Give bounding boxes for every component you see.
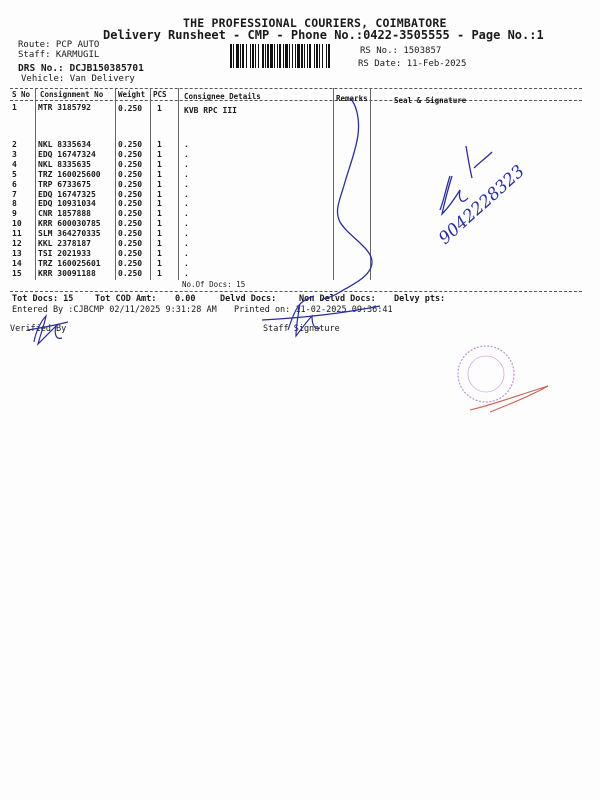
row-consignee: . — [184, 268, 189, 278]
row-consignee: . — [184, 209, 189, 219]
row-pcs: 1 — [157, 229, 162, 239]
row-consignment: NKL 8335634 — [38, 140, 91, 149]
row-consignment: CNR 1857888 — [38, 209, 91, 219]
row-pcs: 1 — [157, 159, 162, 169]
delvy-pts: Delvy pts: — [394, 294, 446, 304]
row-consignment: NKL 8335635 — [38, 159, 91, 169]
row-sno: 8 — [12, 199, 17, 209]
row-weight: 0.250 — [118, 258, 143, 268]
row-weight: 0.250 — [118, 159, 143, 169]
row-weight: 0.250 — [118, 209, 143, 219]
tot-cod-value: 0.00 — [175, 294, 196, 304]
row-consignment: TRZ 160025600 — [38, 169, 101, 179]
row-weight: 0.250 — [118, 248, 143, 258]
row-weight: 0.250 — [118, 199, 143, 209]
row-weight: 0.250 — [118, 104, 143, 113]
row-sno: 14 — [12, 258, 22, 268]
row-consignee: . — [184, 239, 189, 248]
row-consignment: MTR 3185792 — [38, 103, 91, 112]
no-of-docs: No.Of Docs: 15 — [182, 280, 246, 289]
row-weight: 0.250 — [118, 268, 143, 278]
staff-signature-label: Staff Signature — [263, 324, 340, 334]
row-sno: 3 — [12, 149, 17, 159]
tot-docs: Tot Docs: 15 — [12, 294, 74, 304]
row-weight: 0.250 — [118, 219, 143, 229]
route-label: Route: PCP AUTO — [18, 40, 100, 50]
row-pcs: 1 — [157, 239, 162, 248]
row-sno: 15 — [12, 268, 22, 278]
col-header-sno: S No — [12, 90, 31, 99]
row-pcs: 1 — [157, 179, 162, 189]
verified-by: Verified By — [10, 324, 67, 334]
row-pcs: 1 — [157, 258, 162, 268]
row-sno: 5 — [12, 169, 17, 179]
row-sno: 4 — [12, 159, 17, 169]
row-consignment: TSI 2021933 — [38, 248, 91, 258]
row-pcs: 1 — [157, 219, 162, 229]
staff-signature — [262, 296, 380, 336]
row-consignee: . — [184, 248, 189, 258]
row-pcs: 1 — [157, 140, 162, 149]
row-consignee: . — [184, 219, 189, 229]
tot-cod-amt: Tot COD Amt: — [95, 294, 157, 304]
row-consignment: EDQ 10931034 — [38, 199, 96, 209]
row-weight: 0.250 — [118, 239, 143, 248]
row-consignee: . — [184, 258, 189, 268]
row-consignment: TRZ 160025601 — [38, 258, 101, 268]
vehicle-label: Vehicle: Van Delivery — [21, 74, 135, 84]
row-pcs: 1 — [157, 248, 162, 258]
row-sno: 7 — [12, 189, 17, 199]
row-weight: 0.250 — [118, 229, 143, 239]
col-header-weight: Weight — [118, 90, 146, 99]
row-weight: 0.250 — [118, 149, 143, 159]
row-pcs: 1 — [157, 209, 162, 219]
remarks-pen-stroke — [322, 98, 372, 299]
row-consignee: . — [184, 159, 189, 169]
company-name: THE PROFESSIONAL COURIERS, COIMBATORE — [183, 16, 447, 30]
rs-date: RS Date: 11-Feb-2025 — [358, 59, 467, 69]
col-header-consignee: Consignee Details — [184, 92, 261, 101]
row-consignment: EDQ 16747325 — [38, 189, 96, 199]
row-consignment: TRP 6733675 — [38, 179, 91, 189]
row-sno: 13 — [12, 248, 22, 258]
entered-by: Entered By :CJBCMP 02/11/2025 9:31:28 AM — [12, 305, 217, 315]
row-weight: 0.250 — [118, 140, 143, 149]
row-weight: 0.250 — [118, 179, 143, 189]
row-consignment: KRR 600030785 — [38, 219, 101, 229]
row-consignee: . — [184, 189, 189, 199]
row-sno: 2 — [12, 140, 17, 149]
company-stamp-inner — [468, 356, 504, 392]
staff-label: Staff: KARMUGIL — [18, 50, 100, 60]
delvd-docs: Delvd Docs: — [220, 294, 277, 304]
row-pcs: 1 — [157, 189, 162, 199]
row-weight: 0.250 — [118, 169, 143, 179]
row-consignee: . — [184, 169, 189, 179]
row-consignee: . — [184, 199, 189, 209]
row-consignment: KKL 2378187 — [38, 239, 91, 248]
row-weight: 0.250 — [118, 189, 143, 199]
row-pcs: 1 — [157, 268, 162, 278]
row-pcs: 1 — [157, 104, 162, 113]
handwritten-phone: 9042228323 — [434, 161, 529, 249]
row-consignment: SLM 364270335 — [38, 229, 101, 239]
rs-number: RS No.: 1503857 — [360, 46, 442, 56]
row-consignee: . — [184, 149, 189, 159]
row-sno: 11 — [12, 229, 22, 239]
drs-number: DRS No.: DCJB150385701 — [18, 63, 144, 74]
col-header-seal: Seal & Signature — [394, 96, 467, 105]
row-sno: 9 — [12, 209, 17, 219]
stamp-red-stroke — [470, 386, 548, 412]
verifier-signature — [28, 316, 68, 344]
row-pcs: 1 — [157, 199, 162, 209]
row-sno: 1 — [12, 103, 17, 112]
col-header-pcs: PCS — [153, 90, 167, 99]
printed-on: Printed on: 11-02-2025 09:36:41 — [234, 305, 393, 315]
col-header-remarks: Remarks — [336, 94, 368, 103]
runsheet-title: Delivery Runsheet - CMP - Phone No.:0422-3505555 - Page No.:1 — [103, 28, 544, 42]
row-pcs: 1 — [157, 149, 162, 159]
non-delvd-docs: Non Delvd Docs: — [299, 294, 376, 304]
row-sno: 12 — [12, 239, 22, 248]
row-consignee: KVB RPC III — [184, 106, 237, 115]
row-sno: 6 — [12, 179, 17, 189]
col-header-consignment: Consignment No — [40, 90, 104, 99]
row-pcs: 1 — [157, 169, 162, 179]
row-consignee: . — [184, 179, 189, 189]
row-sno: 10 — [12, 219, 22, 229]
row-consignment: KRR 30091188 — [38, 268, 96, 278]
row-consignee: . — [184, 140, 189, 149]
company-stamp — [458, 346, 514, 402]
row-consignment: EDQ 16747324 — [38, 149, 96, 159]
row-consignee: . — [184, 229, 189, 239]
